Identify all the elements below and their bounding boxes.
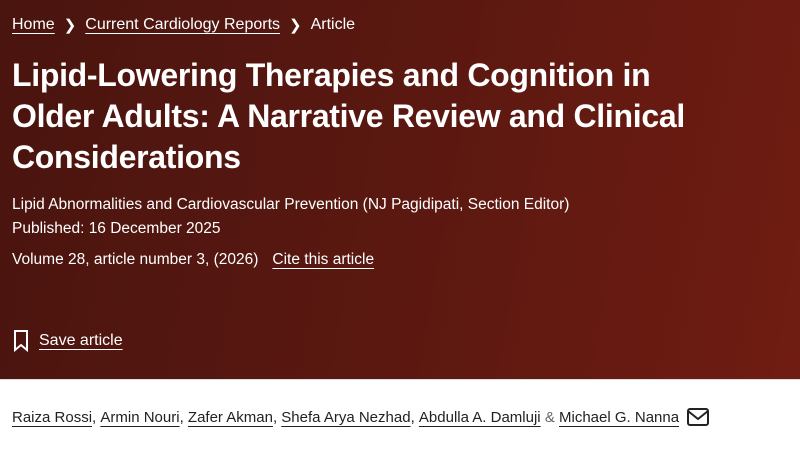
cite-link[interactable]: Cite this article: [272, 251, 375, 268]
separator: ,: [410, 408, 415, 426]
separator: ,: [179, 408, 184, 426]
volume-info: [12, 251, 374, 269]
author-link[interactable]: Armin Nouri: [100, 408, 180, 426]
page-title: Lipid-Lowering Therapies and Cognition in Older Adults: A Narrative Review and Clinical Considerations: [12, 57, 685, 175]
breadcrumb-current: Article: [310, 16, 356, 33]
author-link[interactable]: Zafer Akman: [187, 408, 273, 426]
breadcrumb-home[interactable]: Home: [12, 16, 55, 33]
separator: &: [544, 408, 555, 426]
section-info: Lipid Abnormalities and Cardiovascular Prevention (NJ Pagidipati, Section Editor): [12, 196, 570, 213]
save-article-label: Save article: [39, 332, 123, 349]
separator: ,: [272, 408, 278, 426]
author-list: [12, 408, 709, 426]
bookmark-icon: [13, 330, 29, 352]
published-date: Published: 16 December 2025: [12, 220, 221, 237]
save-article-button[interactable]: [13, 330, 123, 352]
author-link[interactable]: Raiza Rossi: [12, 408, 93, 426]
breadcrumb-journal[interactable]: Current Cardiology Reports: [85, 16, 281, 33]
chevron-right-icon: ❯: [63, 17, 77, 34]
author-link[interactable]: Shefa Arya Nezhad: [281, 408, 411, 426]
chevron-right-icon: ❯: [289, 17, 302, 34]
author-link[interactable]: Michael G. Nanna: [559, 408, 680, 426]
email-icon[interactable]: [687, 408, 709, 426]
separator: ,: [92, 408, 97, 426]
volume-text: Volume 28, article number 3, (2026): [12, 251, 259, 268]
author-link[interactable]: Abdulla A. Damluji: [418, 408, 541, 426]
breadcrumb: [12, 16, 355, 34]
